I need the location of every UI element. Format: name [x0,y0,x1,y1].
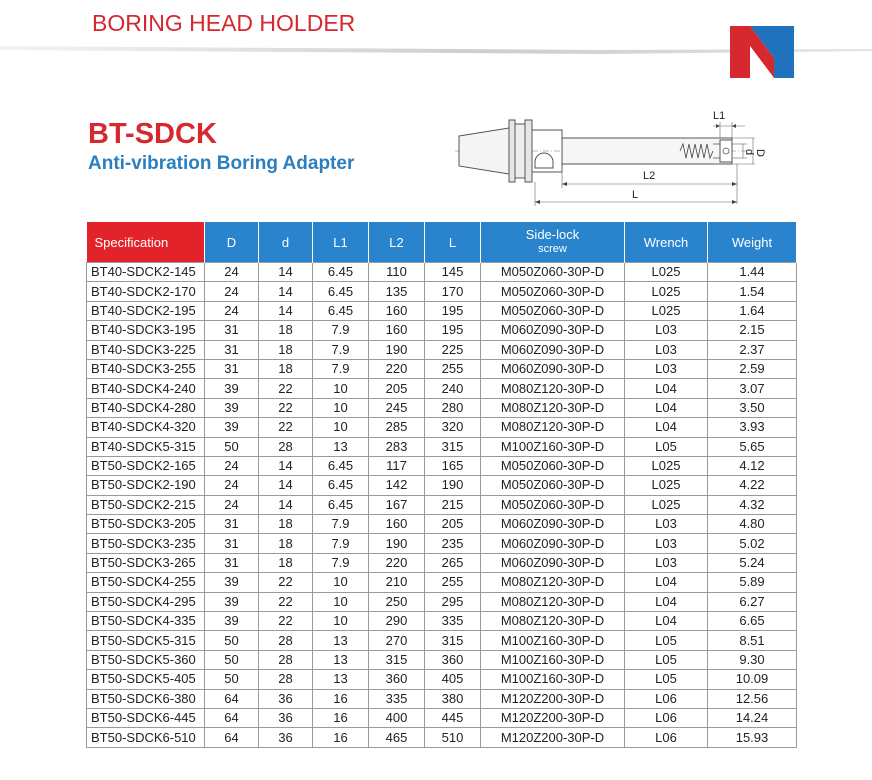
cell-wrench: L04 [625,612,708,631]
cell-specification: BT50-SDCK2-165 [87,456,205,475]
cell-weight: 4.80 [708,515,797,534]
cell-wrench: L05 [625,650,708,669]
cell-specification: BT40-SDCK3-225 [87,340,205,359]
cell-side-lock-screw: M120Z200-30P-D [481,728,625,747]
cell-L2: 190 [369,534,425,553]
col-header-L2: L2 [369,222,425,263]
product-code-title: BT-SDCK [88,118,217,150]
cell-weight: 9.30 [708,650,797,669]
cell-L2: 465 [369,728,425,747]
table-row [87,321,797,340]
cell-weight: 10.09 [708,670,797,689]
cell-specification: BT40-SDCK4-320 [87,418,205,437]
table-row [87,689,797,708]
cell-D: 39 [205,612,259,631]
cell-specification: BT40-SDCK2-195 [87,301,205,320]
cell-side-lock-screw: M060Z090-30P-D [481,359,625,378]
cell-L2: 245 [369,398,425,417]
cell-side-lock-screw: M120Z200-30P-D [481,708,625,727]
cell-wrench: L05 [625,631,708,650]
cell-L1: 10 [313,592,369,611]
cell-D: 64 [205,708,259,727]
cell-L2: 142 [369,476,425,495]
cell-wrench: L06 [625,728,708,747]
cell-d: 36 [259,708,313,727]
cell-d: 36 [259,728,313,747]
cell-L1: 10 [313,612,369,631]
cell-L: 240 [425,379,481,398]
cell-wrench: L04 [625,379,708,398]
cell-specification: BT40-SDCK3-195 [87,321,205,340]
cell-D: 50 [205,670,259,689]
col-header-L1: L1 [313,222,369,263]
cell-weight: 4.32 [708,495,797,514]
cell-D: 24 [205,495,259,514]
cell-d: 22 [259,573,313,592]
cell-D: 39 [205,379,259,398]
table-row [87,456,797,475]
cell-d: 36 [259,689,313,708]
cell-L2: 160 [369,301,425,320]
cell-L2: 270 [369,631,425,650]
cell-L1: 7.9 [313,359,369,378]
cell-weight: 2.15 [708,321,797,340]
cell-L1: 10 [313,418,369,437]
cell-D: 50 [205,437,259,456]
cell-d: 18 [259,534,313,553]
cell-wrench: L025 [625,263,708,282]
cell-L1: 13 [313,670,369,689]
cell-d: 22 [259,418,313,437]
cell-side-lock-screw: M120Z200-30P-D [481,689,625,708]
cell-L: 320 [425,418,481,437]
cell-wrench: L03 [625,359,708,378]
cell-d: 14 [259,263,313,282]
cell-wrench: L06 [625,689,708,708]
cell-wrench: L025 [625,456,708,475]
table-row [87,263,797,282]
cell-specification: BT50-SDCK5-405 [87,670,205,689]
table-row [87,708,797,727]
cell-weight: 3.07 [708,379,797,398]
cell-D: 24 [205,282,259,301]
cell-L2: 220 [369,359,425,378]
col-header-screw-line1: Side-lock [525,227,580,242]
cell-specification: BT50-SDCK3-205 [87,515,205,534]
table-row [87,553,797,572]
cell-side-lock-screw: M080Z120-30P-D [481,379,625,398]
cell-L2: 360 [369,670,425,689]
dim-label-big-d: D [754,149,766,157]
col-header-side-lock-screw [481,222,625,263]
cell-L2: 250 [369,592,425,611]
cell-L2: 110 [369,263,425,282]
table-row [87,437,797,456]
cell-weight: 5.89 [708,573,797,592]
cell-specification: BT40-SDCK2-170 [87,282,205,301]
cell-L1: 6.45 [313,301,369,320]
table-row [87,631,797,650]
cell-L: 195 [425,321,481,340]
cell-L2: 117 [369,456,425,475]
cell-L1: 7.9 [313,321,369,340]
table-row [87,515,797,534]
cell-L: 170 [425,282,481,301]
cell-D: 39 [205,573,259,592]
table-row [87,476,797,495]
col-header-D: D [205,222,259,263]
cell-L1: 13 [313,650,369,669]
cell-d: 28 [259,437,313,456]
cell-D: 24 [205,456,259,475]
table-row [87,650,797,669]
table-body [87,263,797,748]
cell-side-lock-screw: M080Z120-30P-D [481,398,625,417]
cell-wrench: L03 [625,321,708,340]
cell-D: 50 [205,631,259,650]
table-row [87,728,797,747]
table-row [87,592,797,611]
cell-wrench: L03 [625,553,708,572]
cell-L: 190 [425,476,481,495]
cell-specification: BT50-SDCK6-510 [87,728,205,747]
cell-D: 31 [205,321,259,340]
cell-L: 445 [425,708,481,727]
cell-specification: BT40-SDCK4-240 [87,379,205,398]
dim-label-small-d: d [743,149,755,156]
cell-weight: 5.65 [708,437,797,456]
cell-L: 205 [425,515,481,534]
cell-side-lock-screw: M100Z160-30P-D [481,670,625,689]
cell-L: 255 [425,573,481,592]
page-header-title: BORING HEAD HOLDER [92,10,356,36]
cell-L2: 220 [369,553,425,572]
cell-wrench: L06 [625,708,708,727]
table-row [87,398,797,417]
col-header-weight: Weight [708,222,797,263]
cell-D: 31 [205,359,259,378]
cell-side-lock-screw: M080Z120-30P-D [481,592,625,611]
cell-weight: 6.27 [708,592,797,611]
cell-wrench: L025 [625,301,708,320]
table-row [87,534,797,553]
cell-specification: BT40-SDCK4-280 [87,398,205,417]
cell-L2: 315 [369,650,425,669]
cell-D: 24 [205,263,259,282]
cell-d: 18 [259,515,313,534]
cell-L1: 7.9 [313,515,369,534]
cell-specification: BT40-SDCK5-315 [87,437,205,456]
cell-L1: 7.9 [313,553,369,572]
cell-d: 22 [259,612,313,631]
cell-d: 18 [259,321,313,340]
cell-wrench: L04 [625,592,708,611]
table-row [87,282,797,301]
cell-L1: 7.9 [313,340,369,359]
table-row [87,301,797,320]
cell-L2: 205 [369,379,425,398]
cell-L: 510 [425,728,481,747]
cell-wrench: L03 [625,340,708,359]
cell-specification: BT50-SDCK4-255 [87,573,205,592]
table-row [87,359,797,378]
cell-d: 18 [259,359,313,378]
cell-D: 50 [205,650,259,669]
cell-D: 39 [205,398,259,417]
cell-side-lock-screw: M060Z090-30P-D [481,515,625,534]
cell-L2: 167 [369,495,425,514]
dim-label-l: L [632,189,639,201]
cell-weight: 4.12 [708,456,797,475]
cell-side-lock-screw: M050Z060-30P-D [481,282,625,301]
cell-side-lock-screw: M050Z060-30P-D [481,476,625,495]
cell-weight: 8.51 [708,631,797,650]
cell-L1: 16 [313,708,369,727]
cell-weight: 12.56 [708,689,797,708]
cell-L2: 190 [369,340,425,359]
cell-L2: 210 [369,573,425,592]
cell-weight: 1.54 [708,282,797,301]
cell-d: 14 [259,301,313,320]
cell-side-lock-screw: M060Z090-30P-D [481,553,625,572]
cell-L1: 6.45 [313,282,369,301]
cell-weight: 1.64 [708,301,797,320]
col-header-screw-line2: screw [538,243,567,255]
cell-D: 24 [205,476,259,495]
cell-L: 315 [425,437,481,456]
cell-L: 235 [425,534,481,553]
cell-side-lock-screw: M060Z090-30P-D [481,321,625,340]
cell-side-lock-screw: M080Z120-30P-D [481,612,625,631]
tool-holder-drawing [455,108,775,216]
cell-specification: BT50-SDCK2-215 [87,495,205,514]
cell-weight: 14.24 [708,708,797,727]
col-header-specification: Specification [87,222,205,263]
cell-specification: BT50-SDCK6-445 [87,708,205,727]
table-row [87,495,797,514]
cell-L: 280 [425,398,481,417]
cell-specification: BT40-SDCK2-145 [87,263,205,282]
cell-d: 22 [259,379,313,398]
cell-D: 31 [205,553,259,572]
cell-weight: 5.02 [708,534,797,553]
cell-L1: 6.45 [313,476,369,495]
col-header-L: L [425,222,481,263]
cell-d: 14 [259,282,313,301]
cell-weight: 2.59 [708,359,797,378]
cell-side-lock-screw: M050Z060-30P-D [481,495,625,514]
cell-L: 405 [425,670,481,689]
table-row [87,670,797,689]
cell-side-lock-screw: M080Z120-30P-D [481,418,625,437]
cell-L: 380 [425,689,481,708]
cell-D: 31 [205,515,259,534]
cell-D: 31 [205,534,259,553]
cell-wrench: L025 [625,495,708,514]
cell-wrench: L04 [625,573,708,592]
cell-weight: 6.65 [708,612,797,631]
cell-L: 360 [425,650,481,669]
cell-weight: 2.37 [708,340,797,359]
cell-specification: BT50-SDCK6-380 [87,689,205,708]
specification-table [86,222,797,748]
cell-L1: 16 [313,689,369,708]
cell-L: 295 [425,592,481,611]
cell-specification: BT50-SDCK4-335 [87,612,205,631]
cell-L2: 400 [369,708,425,727]
cell-wrench: L03 [625,515,708,534]
cell-L1: 10 [313,573,369,592]
cell-L: 335 [425,612,481,631]
table-row [87,379,797,398]
col-header-wrench: Wrench [625,222,708,263]
cell-d: 28 [259,631,313,650]
brand-logo [730,26,794,78]
cell-wrench: L025 [625,282,708,301]
cell-L2: 285 [369,418,425,437]
cell-wrench: L04 [625,398,708,417]
cell-specification: BT50-SDCK4-295 [87,592,205,611]
cell-L2: 160 [369,515,425,534]
table-row [87,612,797,631]
cell-D: 39 [205,418,259,437]
cell-side-lock-screw: M100Z160-30P-D [481,437,625,456]
cell-weight: 3.50 [708,398,797,417]
table-row [87,340,797,359]
cell-d: 28 [259,650,313,669]
cell-d: 18 [259,340,313,359]
cell-L2: 290 [369,612,425,631]
dim-label-l2: L2 [643,170,656,182]
col-header-d: d [259,222,313,263]
cell-specification: BT50-SDCK5-315 [87,631,205,650]
cell-d: 14 [259,476,313,495]
cell-L1: 16 [313,728,369,747]
cell-side-lock-screw: M050Z060-30P-D [481,301,625,320]
cell-side-lock-screw: M100Z160-30P-D [481,631,625,650]
table-header-row [87,222,797,263]
cell-L2: 160 [369,321,425,340]
cell-L1: 13 [313,437,369,456]
cell-d: 28 [259,670,313,689]
cell-side-lock-screw: M050Z060-30P-D [481,456,625,475]
cell-weight: 4.22 [708,476,797,495]
cell-L: 145 [425,263,481,282]
cell-specification: BT40-SDCK3-255 [87,359,205,378]
cell-side-lock-screw: M060Z090-30P-D [481,340,625,359]
cell-weight: 3.93 [708,418,797,437]
cell-D: 31 [205,340,259,359]
cell-d: 14 [259,495,313,514]
cell-wrench: L05 [625,670,708,689]
cell-side-lock-screw: M080Z120-30P-D [481,573,625,592]
cell-L2: 135 [369,282,425,301]
cell-L: 315 [425,631,481,650]
cell-L1: 10 [313,398,369,417]
cell-L2: 283 [369,437,425,456]
cell-weight: 1.44 [708,263,797,282]
cell-L: 265 [425,553,481,572]
table-row [87,573,797,592]
cell-L2: 335 [369,689,425,708]
cell-L: 215 [425,495,481,514]
cell-L1: 6.45 [313,263,369,282]
cell-d: 22 [259,398,313,417]
dim-label-l1: L1 [713,110,726,122]
cell-L1: 10 [313,379,369,398]
cell-side-lock-screw: M100Z160-30P-D [481,650,625,669]
cell-L: 255 [425,359,481,378]
cell-L1: 6.45 [313,456,369,475]
cell-specification: BT50-SDCK3-265 [87,553,205,572]
cell-wrench: L05 [625,437,708,456]
cell-weight: 5.24 [708,553,797,572]
cell-wrench: L04 [625,418,708,437]
table-row [87,418,797,437]
cell-D: 39 [205,592,259,611]
cell-specification: BT50-SDCK3-235 [87,534,205,553]
cell-d: 18 [259,553,313,572]
cell-d: 22 [259,592,313,611]
cell-L: 225 [425,340,481,359]
cell-L: 195 [425,301,481,320]
cell-D: 24 [205,301,259,320]
cell-L1: 7.9 [313,534,369,553]
cell-side-lock-screw: M060Z090-30P-D [481,534,625,553]
cell-side-lock-screw: M050Z060-30P-D [481,263,625,282]
cell-L1: 13 [313,631,369,650]
cell-D: 64 [205,689,259,708]
cell-wrench: L03 [625,534,708,553]
cell-wrench: L025 [625,476,708,495]
cell-weight: 15.93 [708,728,797,747]
cell-L1: 6.45 [313,495,369,514]
cell-specification: BT50-SDCK2-190 [87,476,205,495]
product-subtitle: Anti-vibration Boring Adapter [88,153,355,174]
cell-specification: BT50-SDCK5-360 [87,650,205,669]
cell-D: 64 [205,728,259,747]
cell-d: 14 [259,456,313,475]
cell-L: 165 [425,456,481,475]
